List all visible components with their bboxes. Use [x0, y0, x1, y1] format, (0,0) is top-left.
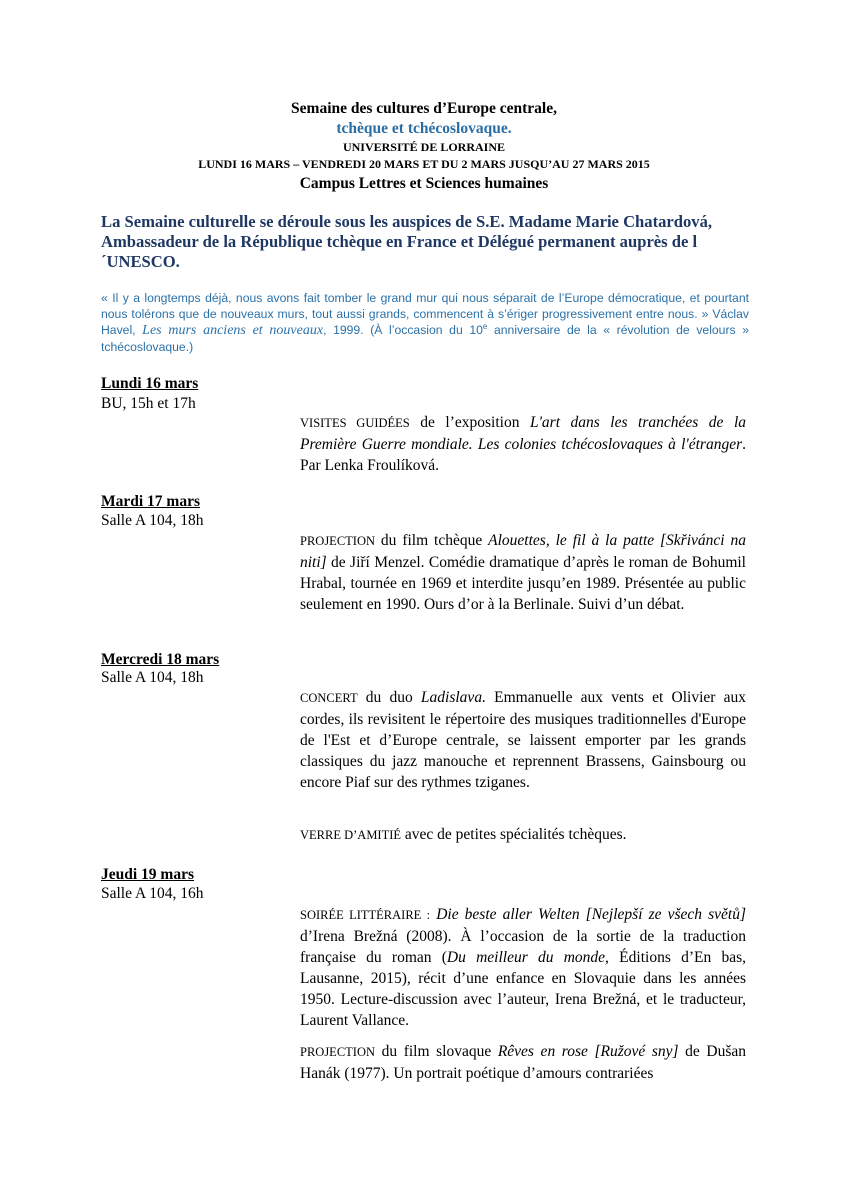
event-text: de Dušan Hanák (1977). Un portrait poétique d’amours contrariées	[300, 1043, 746, 1082]
event-tuesday-projection	[300, 530, 746, 615]
day-place-wednesday: Salle A 104, 18h	[101, 669, 204, 686]
event-kind: PROJECTION	[300, 1045, 376, 1059]
university-name: UNIVERSITÉ DE LORRAINE	[342, 140, 506, 154]
event-kind: VERRE D’AMITIÉ	[300, 828, 402, 842]
quote-text: « Il y a longtemps déjà, nous avons fait tomber le grand mur qui nous séparait de l’Europe démocratique, et pourtant nous tolérons que de nouveaux murs, tout aussi grands, commencent à s’ériger progressivement entre nous. » Václav Havel,	[101, 291, 749, 337]
quote-after: , 1999. (À l’occasion du 10	[323, 323, 483, 337]
event-text: de Jiří Menzel. Comédie dramatique d’après le roman de Bohumil Hrabal, tournée en 1969 et interdite jusqu’en 1989. Présentée au public seulement en 1990. Ours d’or à la Berlinale. Suivi d’un débat.	[300, 554, 746, 613]
event-text: Éditions d’En bas, Lausanne, 2015), récit d’une enfance en Slovaquie dans les années 1950. Lecture-discussion avec l’auteur, Irena Brežná, et le traducteur, Laurent Vallance.	[300, 949, 746, 1029]
campus-name: Campus Lettres et Sciences humaines	[299, 175, 549, 192]
event-text: du duo	[357, 689, 421, 706]
event-kind: VISITES GUIDÉES	[300, 416, 410, 430]
event-italic: Alouettes, le fil à la patte [Skřivánci na niti]	[300, 532, 746, 571]
event-italic: L'art dans les tranchées de la Première Guerre mondiale. Les colonies tchécoslovaques à l'étranger	[300, 414, 746, 453]
day-place-tuesday: Salle A 104, 18h	[101, 512, 204, 529]
day-heading-monday: Lundi 16 mars	[101, 375, 199, 392]
event-monday-visit	[300, 412, 746, 476]
event-thursday-projection	[300, 1041, 746, 1084]
quote-end: anniversaire de la « révolution de velours » tchécoslovaque.)	[101, 323, 750, 354]
event-thursday-literary	[300, 904, 746, 1031]
event-kind: PROJECTION	[300, 534, 376, 548]
day-place-thursday: Salle A 104, 16h	[101, 885, 204, 902]
havel-quote	[101, 290, 749, 355]
day-heading-thursday: Jeudi 19 mars	[101, 866, 194, 883]
event-text: avec de petites spécialités tchèques.	[401, 826, 627, 843]
day-heading-tuesday: Mardi 17 mars	[101, 493, 201, 510]
event-title: Semaine des cultures d’Europe centrale,	[291, 100, 557, 117]
day-place-monday: BU, 15h et 17h	[101, 395, 196, 412]
event-wednesday-reception	[300, 824, 746, 846]
event-text: de l’exposition	[409, 414, 530, 431]
event-kind: CONCERT	[300, 691, 358, 705]
event-text: . Par Lenka Froulíková.	[300, 436, 746, 474]
event-dates: LUNDI 16 MARS – VENDREDI 20 MARS ET DU 2 MARS JUSQU’AU 27 MARS 2015	[198, 157, 650, 171]
event-text: d’Irena Brežná (2008). À l’occasion de la sortie de la traduction française du roman (	[300, 928, 746, 966]
event-italic: Die beste aller Welten [Nejlepší ze všech světů]	[436, 906, 746, 923]
event-text: du film tchèque	[375, 532, 489, 549]
day-heading-wednesday: Mercredi 18 mars	[101, 651, 220, 668]
event-italic: Du meilleur du monde,	[446, 949, 609, 966]
event-kind: SOIRÉE LITTÉRAIRE :	[300, 908, 431, 922]
quote-work: Les murs anciens et nouveaux	[142, 323, 324, 338]
patronage-statement: La Semaine culturelle se déroule sous les auspices de S.E. Madame Marie Chatardová, Ambassadeur de la République tchèque en France et Délégué permanent auprès de l´UNESCO.	[101, 212, 713, 271]
event-italic: Rêves en rose [Ružové sny]	[497, 1043, 679, 1060]
event-subtitle: tchèque et tchécoslovaque.	[336, 120, 512, 137]
event-text: du film slovaque	[375, 1043, 498, 1060]
event-wednesday-concert	[300, 687, 746, 793]
event-italic: Ladislava.	[420, 689, 486, 706]
event-text: Emmanuelle aux vents et Olivier aux cordes, ils revisitent le répertoire des musiques traditionnelles d'Europe de l'Est et d’Europe centrale, se laissent emporter par les grands classiques du jazz manouche et reprennent Brassens, Gainsbourg ou encore Piaf sur des rythmes tziganes.	[300, 689, 746, 791]
quote-sup: e	[482, 321, 488, 331]
